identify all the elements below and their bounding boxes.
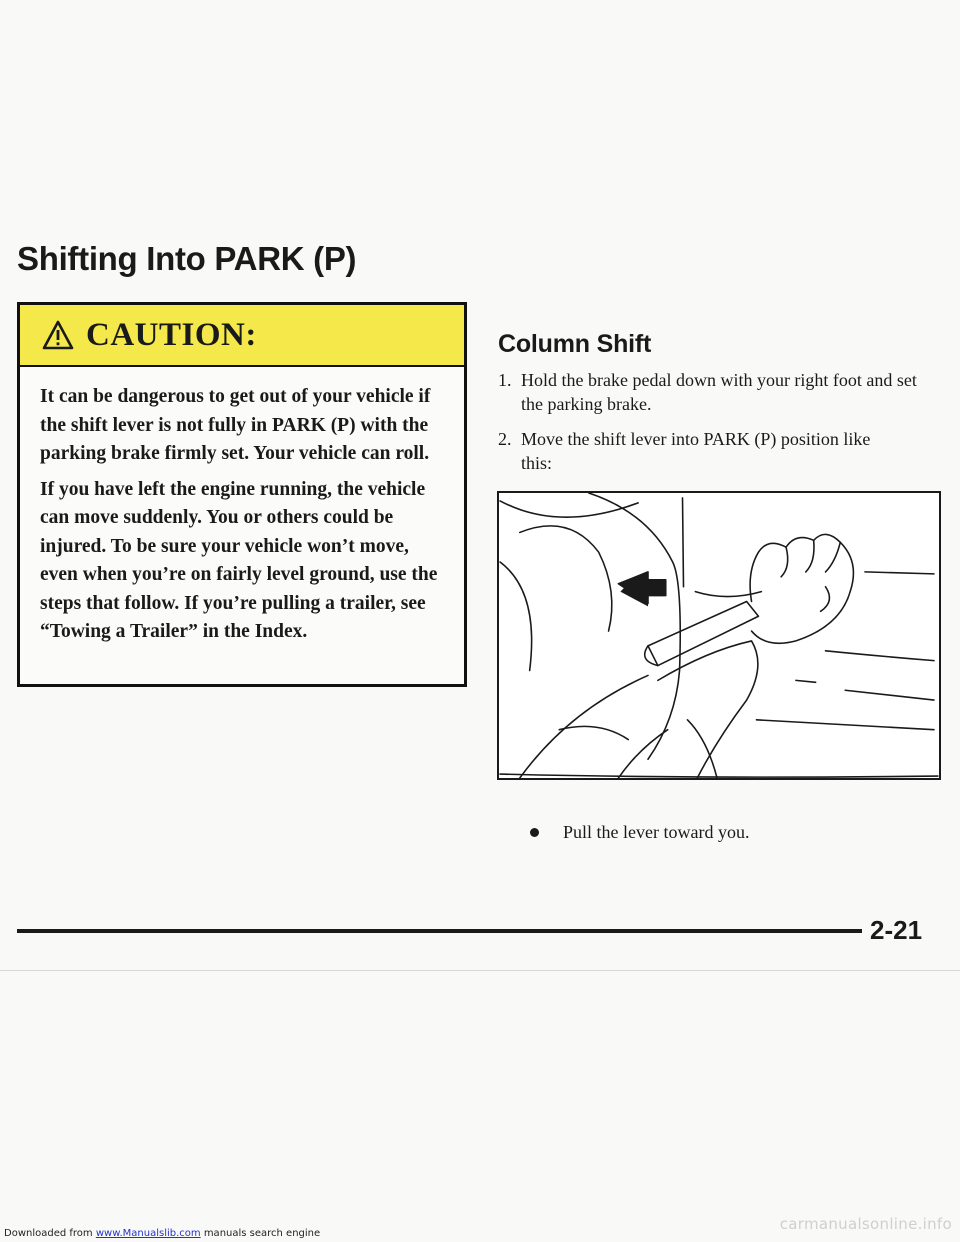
page-number: 2-21 bbox=[870, 915, 923, 945]
step-number: 1. bbox=[498, 370, 512, 390]
bullet-item bbox=[530, 822, 749, 843]
step-item bbox=[498, 368, 943, 416]
caution-paragraph: It can be dangerous to get out of your vehicle if the shift lever is not fully in PARK (P) with the parking brake firmly set. Your vehicle can roll. bbox=[40, 386, 431, 464]
caution-box bbox=[17, 302, 467, 687]
section-title: Shifting Into PARK (P) bbox=[17, 240, 357, 277]
bullet-text: Pull the lever toward you. bbox=[563, 822, 750, 842]
caution-header bbox=[20, 305, 464, 367]
download-footer bbox=[4, 1228, 320, 1239]
caution-text bbox=[20, 367, 464, 647]
footer-suffix: manuals search engine bbox=[200, 1228, 321, 1239]
footer-prefix: Downloaded from bbox=[4, 1228, 96, 1239]
step-number: 2. bbox=[498, 429, 512, 449]
step-text: Move the shift lever into PARK (P) position like this: bbox=[521, 429, 871, 473]
bullet-dot-icon bbox=[530, 828, 539, 837]
warning-triangle-icon bbox=[42, 320, 74, 350]
step-item bbox=[498, 427, 943, 475]
step-list bbox=[498, 368, 943, 486]
manualslib-link[interactable]: www.Manualslib.com bbox=[95, 1228, 201, 1239]
page-divider bbox=[17, 929, 862, 933]
caution-paragraph: If you have left the engine running, the vehicle can move suddenly. You or others could be injured. To be sure your vehicle won’t move, even when you’re on fairly level ground, use the steps that follow. If you’re pulling a trailer, see “Towing a Trailer” in the Index. bbox=[40, 478, 438, 642]
shift-lever-illustration bbox=[497, 491, 941, 780]
subsection-title: Column Shift bbox=[498, 330, 652, 358]
step-text: Hold the brake pedal down with your right foot and set the parking brake. bbox=[521, 370, 917, 414]
watermark: carmanualsonline.info bbox=[779, 1215, 952, 1233]
caution-label: CAUTION: bbox=[86, 316, 257, 353]
faint-divider bbox=[0, 970, 960, 971]
